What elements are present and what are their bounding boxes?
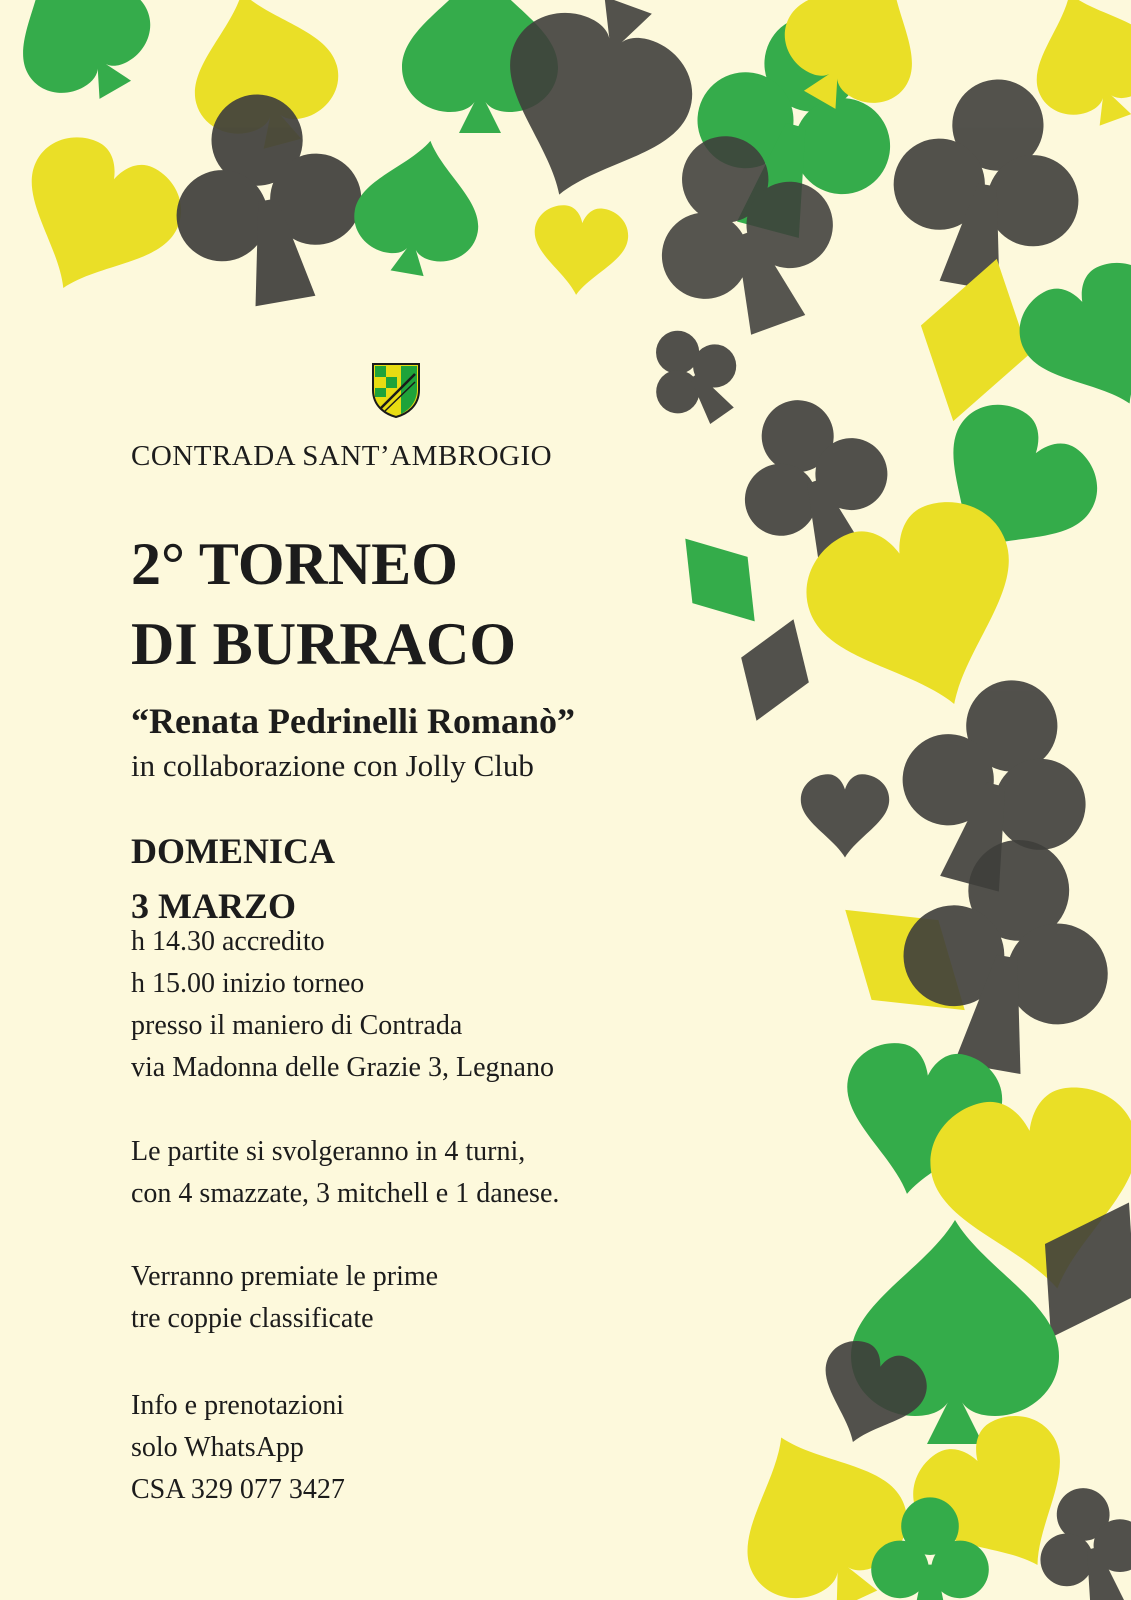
- contact-line: solo WhatsApp: [131, 1432, 304, 1463]
- event-date: 3 MARZO: [131, 886, 296, 926]
- event-title-line-1: 2° TORNEO: [131, 531, 458, 597]
- format-line: Le partite si svolgeranno in 4 turni,: [131, 1136, 526, 1167]
- schedule-line: h 14.30 accredito: [131, 926, 325, 957]
- format-line: con 4 smazzate, 3 mitchell e 1 danese.: [131, 1178, 560, 1209]
- schedule-line: presso il maniero di Contrada: [131, 1010, 463, 1041]
- contrada-crest-icon: [371, 362, 421, 418]
- prizes-line: tre coppie classificate: [131, 1303, 374, 1334]
- contact-line: Info e prenotazioni: [131, 1390, 345, 1421]
- organizer-name: CONTRADA SANT’AMBROGIO: [131, 440, 553, 472]
- prizes-line: Verranno premiate le prime: [131, 1261, 439, 1292]
- collaboration-note: in collaborazione con Jolly Club: [131, 748, 534, 783]
- event-dedication: “Renata Pedrinelli Romanò”: [131, 701, 575, 741]
- event-day: DOMENICA: [131, 831, 335, 871]
- schedule-line: via Madonna delle Grazie 3, Legnano: [131, 1052, 554, 1083]
- event-title-line-2: DI BURRACO: [131, 611, 517, 677]
- contact-phone: CSA 329 077 3427: [131, 1474, 345, 1505]
- schedule-line: h 15.00 inizio torneo: [131, 968, 365, 999]
